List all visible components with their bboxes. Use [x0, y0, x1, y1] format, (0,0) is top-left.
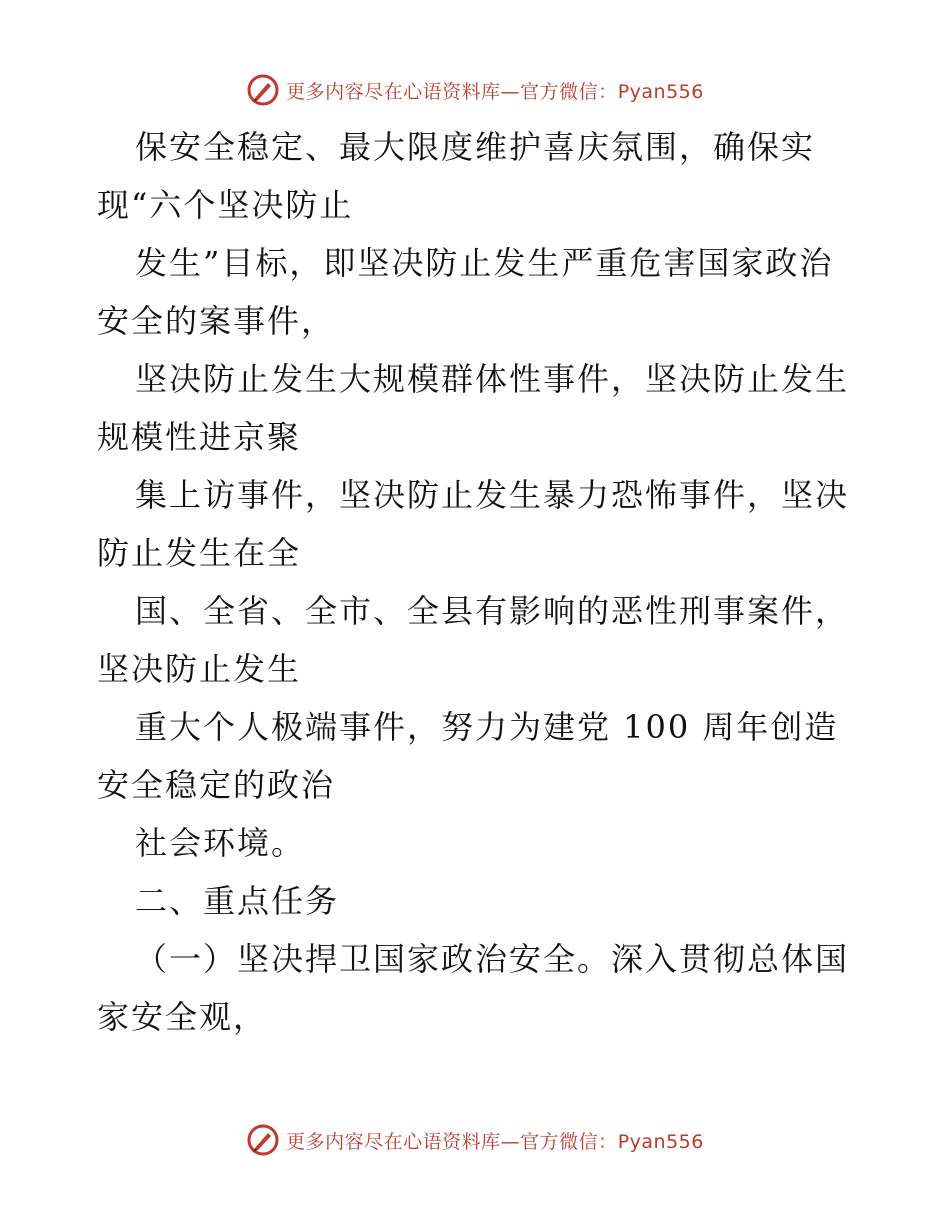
body-line: 坚决防止发生大规模群体性事件，坚决防止发生 [135, 360, 850, 398]
watermark-label: 官方微信： [520, 1130, 618, 1153]
body-line: （一）坚决捍卫国家政治安全。深入贯彻总体国 [135, 940, 850, 978]
body-line: 坚决防止发生 [97, 650, 302, 688]
body-line: 国、全省、全市、全县有影响的恶性刑事案件， [135, 592, 850, 630]
watermark-separator: — [500, 80, 521, 103]
body-line: 现“六个坚决防止 [97, 186, 354, 224]
body-line: 重大个人极端事件，努力为建党 100 周年创造 [135, 708, 839, 746]
body-line: 防止发生在全 [97, 534, 302, 572]
section-heading: 二、重点任务 [135, 882, 340, 920]
header-watermark [0, 70, 950, 110]
body-line: 规模性进京聚 [97, 418, 302, 456]
watermark-label: 官方微信： [520, 80, 618, 103]
body-line: 保安全稳定、最大限度维护喜庆氛围，确保实 [135, 128, 816, 166]
body-line: 社会环境。 [135, 824, 306, 862]
footer-watermark [0, 1120, 950, 1160]
body-line: 家安全观， [97, 998, 268, 1036]
watermark-text [286, 77, 704, 104]
watermark-site: 更多内容尽在心语资料库 [286, 80, 501, 103]
body-line: 集上访事件，坚决防止发生暴力恐怖事件，坚决 [135, 476, 850, 514]
document-body [97, 118, 857, 1046]
watermark-id: Pyan556 [617, 1130, 704, 1153]
body-line: 安全的案事件， [97, 302, 336, 340]
watermark-text [286, 1127, 704, 1154]
watermark-site: 更多内容尽在心语资料库 [286, 1130, 501, 1153]
watermark-separator: — [500, 1130, 521, 1153]
watermark-id: Pyan556 [617, 80, 704, 103]
pen-logo-icon [246, 1123, 280, 1157]
body-line: 安全稳定的政治 [97, 766, 336, 804]
body-line: 发生”目标，即坚决防止发生严重危害国家政治 [135, 244, 834, 282]
pen-logo-icon [246, 73, 280, 107]
